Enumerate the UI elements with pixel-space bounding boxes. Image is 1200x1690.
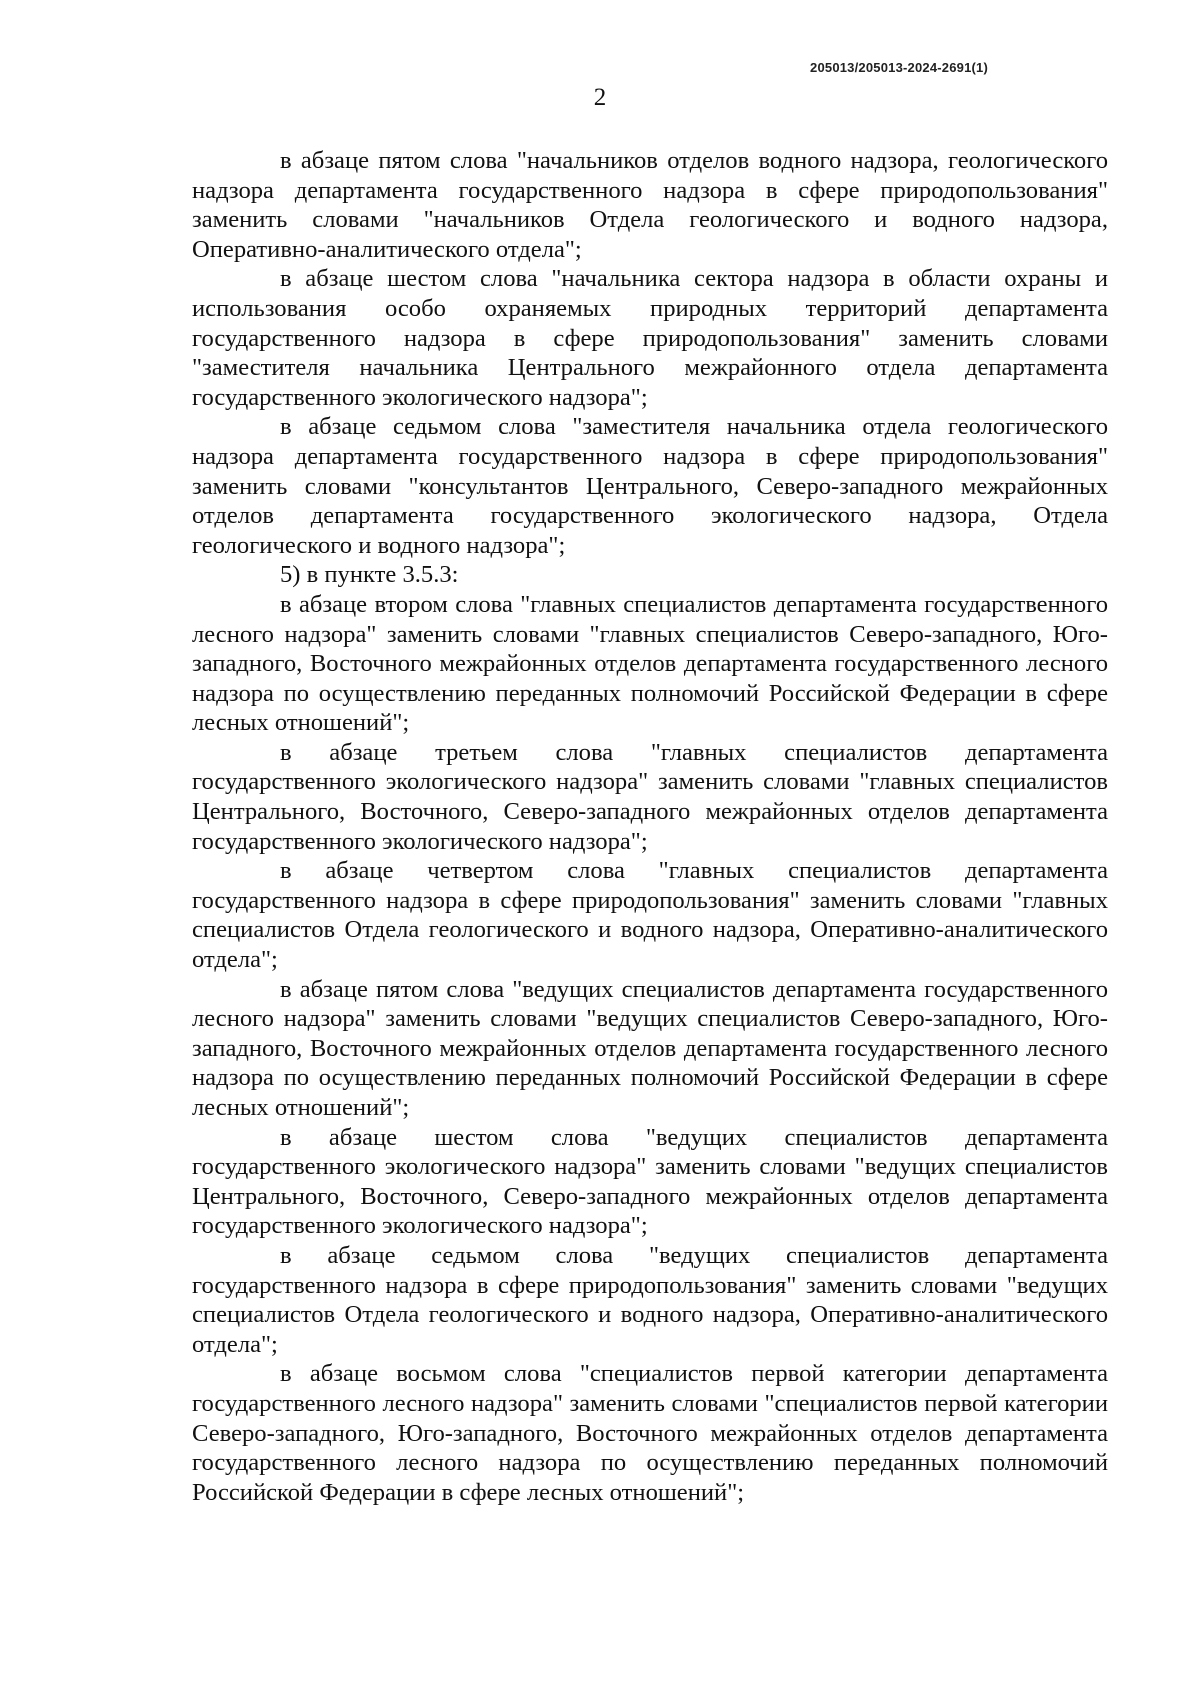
document-registration-number: 205013/205013-2024-2691(1) (810, 60, 988, 75)
paragraph: в абзаце пятом слова "ведущих специалистов департамента государственного лесного надзора" заменить словами "ведущих специалистов Северо-западного, Юго-западного, Восточного межрайонных отделов департамента государственного лесного надзора по осуществлению переданных полномочий Российской Федерации в сфере лесных отношений"; (192, 975, 1108, 1121)
paragraph: в абзаце восьмом слова "специалистов первой категории департамента государственного лесного надзора" заменить словами "специалистов первой категории Северо-западного, Юго-западного, Восточного межрайонных отделов департамента государственного лесного надзора по осуществлению переданных полномочий Российской Федерации в сфере лесных отношений"; (192, 1360, 1108, 1506)
document-body (192, 146, 1108, 1507)
paragraph: в абзаце седьмом слова "ведущих специалистов департамента государственного надзора в сфере природопользования" заменить словами "ведущих специалистов Отдела геологического и водного надзора, Оперативно-аналитического отдела"; (192, 1241, 1108, 1358)
paragraph: в абзаце четвертом слова "главных специалистов департамента государственного надзора в сфере природопользования" заменить словами "главных специалистов Отдела геологического и водного надзора, Оперативно-аналитического отдела"; (192, 857, 1108, 974)
paragraph: в абзаце третьем слова "главных специалистов департамента государственного экологического надзора" заменить словами "главных специалистов Центрального, Восточного, Северо-западного межрайонных отделов департамента государственного экологического надзора"; (192, 738, 1108, 855)
paragraph: в абзаце шестом слова "ведущих специалистов департамента государственного экологического надзора" заменить словами "ведущих специалистов Центрального, Восточного, Северо-западного межрайонных отделов департамента государственного экологического надзора"; (192, 1123, 1108, 1240)
paragraph: 5) в пункте 3.5.3: (280, 561, 459, 589)
paragraph: в абзаце втором слова "главных специалистов департамента государственного лесного надзора" заменить словами "главных специалистов Северо-западного, Юго-западного, Восточного межрайонных отделов департамента государственного лесного надзора по осуществлению переданных полномочий Российской Федерации в сфере лесных отношений"; (192, 590, 1108, 737)
paragraph: в абзаце пятом слова "начальников отделов водного надзора, геологического надзора департамента государственного надзора в сфере природопользования" заменить словами "начальников Отдела геологического и водного надзора, Оперативно-аналитического отдела"; (192, 147, 1108, 263)
paragraph: в абзаце седьмом слова "заместителя начальника отдела геологического надзора департамента государственного надзора в сфере природопользования" заменить словами "консультантов Центрального, Северо-западного межрайонных отделов департамента государственного экологического надзора, Отдела геологического и водного надзора"; (192, 413, 1108, 559)
paragraph: в абзаце шестом слова "начальника сектора надзора в области охраны и использования особо охраняемых природных территорий департамента государственного надзора в сфере природопользования" заменить словами "заместителя начальника Центрального межрайонного отдела департамента государственного экологического надзора"; (192, 265, 1108, 411)
page-number: 2 (593, 84, 607, 111)
